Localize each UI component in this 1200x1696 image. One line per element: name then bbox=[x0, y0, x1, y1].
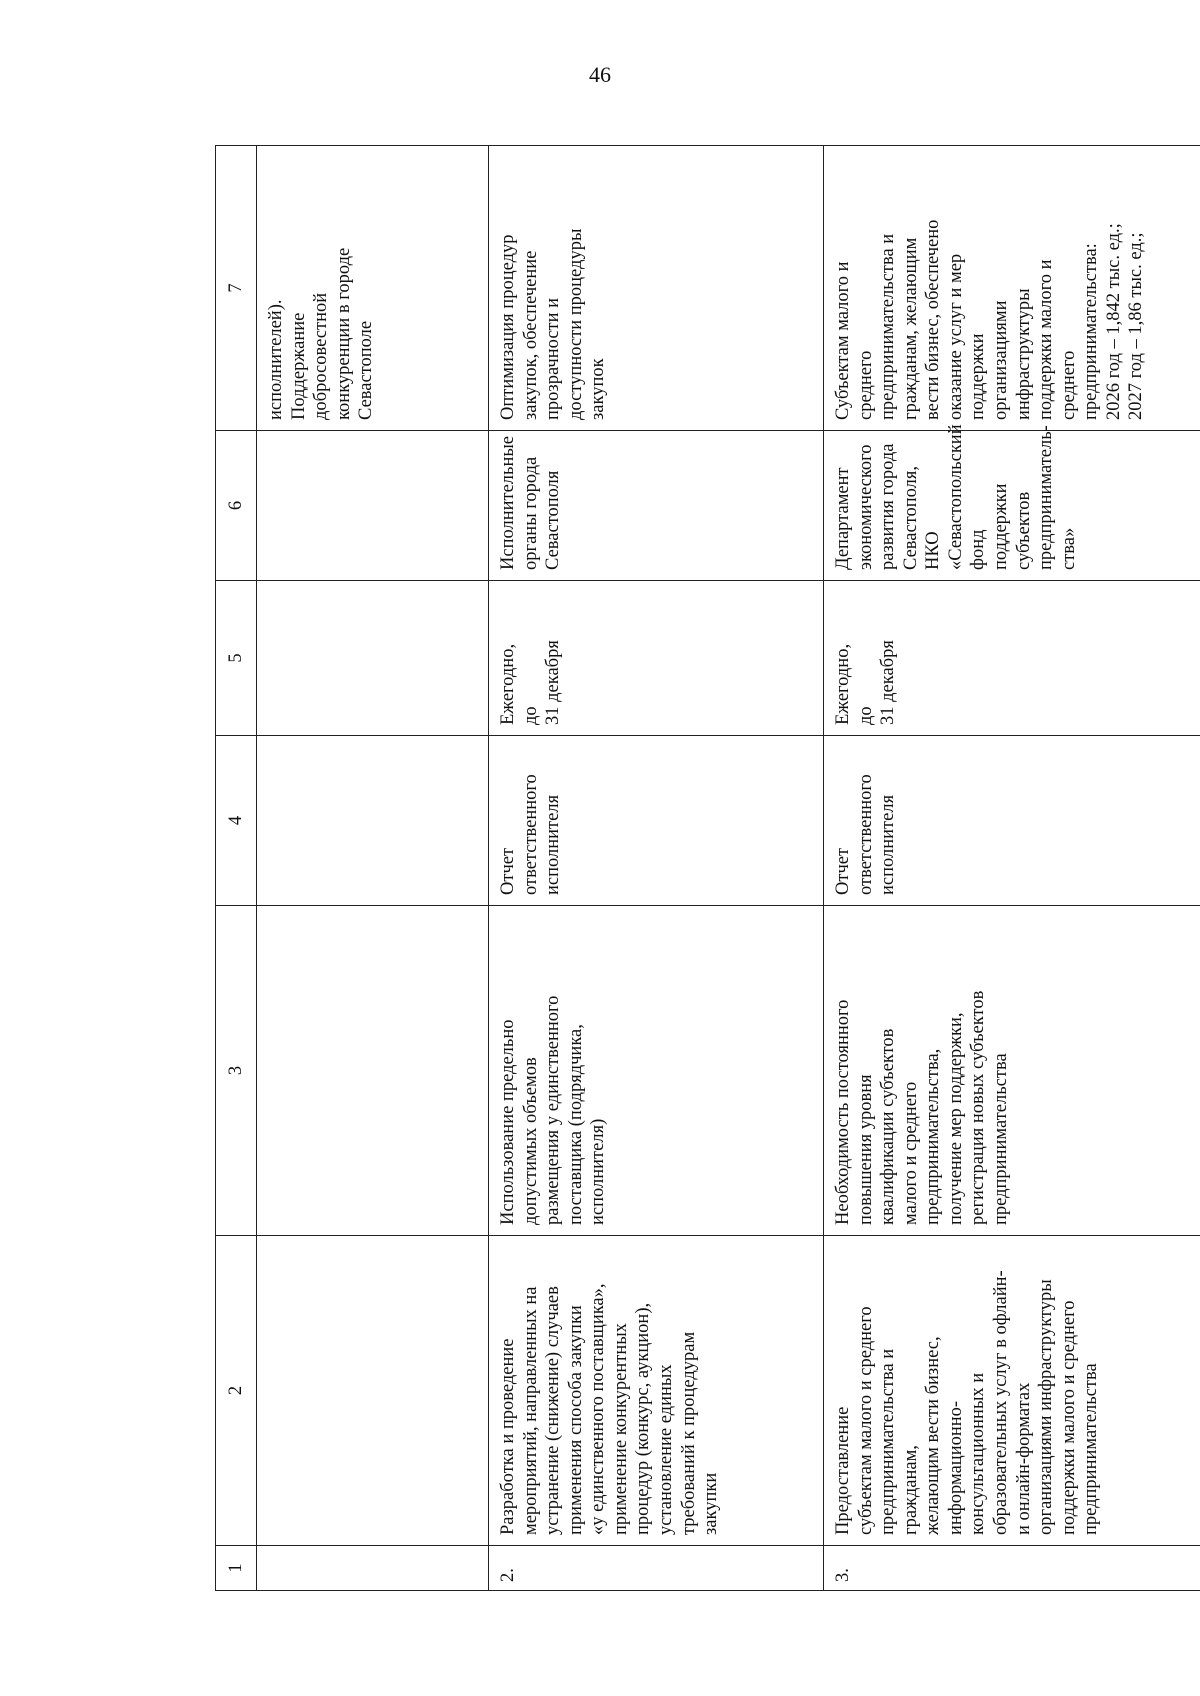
row-number-cell: 2. bbox=[489, 1546, 824, 1591]
header-cell: 3 bbox=[216, 906, 257, 1236]
table-cell bbox=[257, 1236, 489, 1546]
deadline-cell: Ежегодно, до 31 декабря bbox=[824, 581, 1200, 736]
header-cell: 4 bbox=[216, 736, 257, 906]
table-row bbox=[824, 146, 1200, 1591]
responsible-cell: Департамент экономического развития города Севастополя, НКО «Севастопольский фонд поддержки субъектов предприниматель- ства» bbox=[824, 431, 1200, 581]
row-number-cell: 3. bbox=[824, 1546, 1200, 1591]
justification-cell: Необходимость постоянного повышения уровня квалификации субъектов малого и среднего предпринимательства, получение мер поддержки, регистрация новых субъектов предпринимательства bbox=[824, 906, 1200, 1236]
rotated-table-container bbox=[215, 146, 1200, 1591]
page-number: 46 bbox=[589, 62, 611, 87]
justification-cell: Использование предельно допустимых объемов размещения у единственного поставщика (подрядчика, исполнителя) bbox=[489, 906, 824, 1236]
table-row-continuation bbox=[257, 146, 489, 1591]
header-cell: 1 bbox=[216, 1546, 257, 1591]
header-cell: 2 bbox=[216, 1236, 257, 1546]
table-cell bbox=[257, 906, 489, 1236]
document-cell: Отчет ответственного исполнителя bbox=[824, 736, 1200, 906]
table-cell bbox=[257, 431, 489, 581]
measure-cell: Разработка и проведение мероприятий, направленных на устранение (снижение) случаев применения способа закупки «у единственного поставщика», применение конкурентных процедур (конкурс, аукцион), установление единых требований к процедурам закупки bbox=[489, 1236, 824, 1546]
result-cell: Оптимизация процедур закупок, обеспечение прозрачности и доступности процедуры закупок bbox=[489, 146, 824, 431]
table-cell bbox=[257, 581, 489, 736]
deadline-cell: Ежегодно, до 31 декабря bbox=[489, 581, 824, 736]
table-header-row bbox=[216, 146, 257, 1591]
measures-table bbox=[215, 145, 1200, 1591]
header-cell: 7 bbox=[216, 146, 257, 431]
responsible-cell: Исполнительные органы города Севастополя bbox=[489, 431, 824, 581]
result-cell: Субъектам малого и среднего предпринимательства и гражданам, желающим вести бизнес, обеспечено оказание услуг и мер поддержки организациями инфраструктуры поддержки малого и среднего предпринимательства: 2026 год – 1,842 тыс. ед.; 2027 год – 1,86 тыс. ед.; bbox=[824, 146, 1200, 431]
table-cell bbox=[257, 736, 489, 906]
table-cell bbox=[257, 1546, 489, 1591]
table-row bbox=[489, 146, 824, 1591]
header-cell: 6 bbox=[216, 431, 257, 581]
document-cell: Отчет ответственного исполнителя bbox=[489, 736, 824, 906]
measure-cell: Предоставление субъектам малого и среднего предпринимательства и гражданам, желающим вести бизнес, информационно- консультационных и образовательных услуг в офлайн- и онлайн-форматах организациями инфраструктуры поддержки малого и среднего предпринимательства bbox=[824, 1236, 1200, 1546]
table-cell: исполнителей). Поддержание добросовестной конкуренции в городе Севастополе bbox=[257, 146, 489, 431]
header-cell: 5 bbox=[216, 581, 257, 736]
